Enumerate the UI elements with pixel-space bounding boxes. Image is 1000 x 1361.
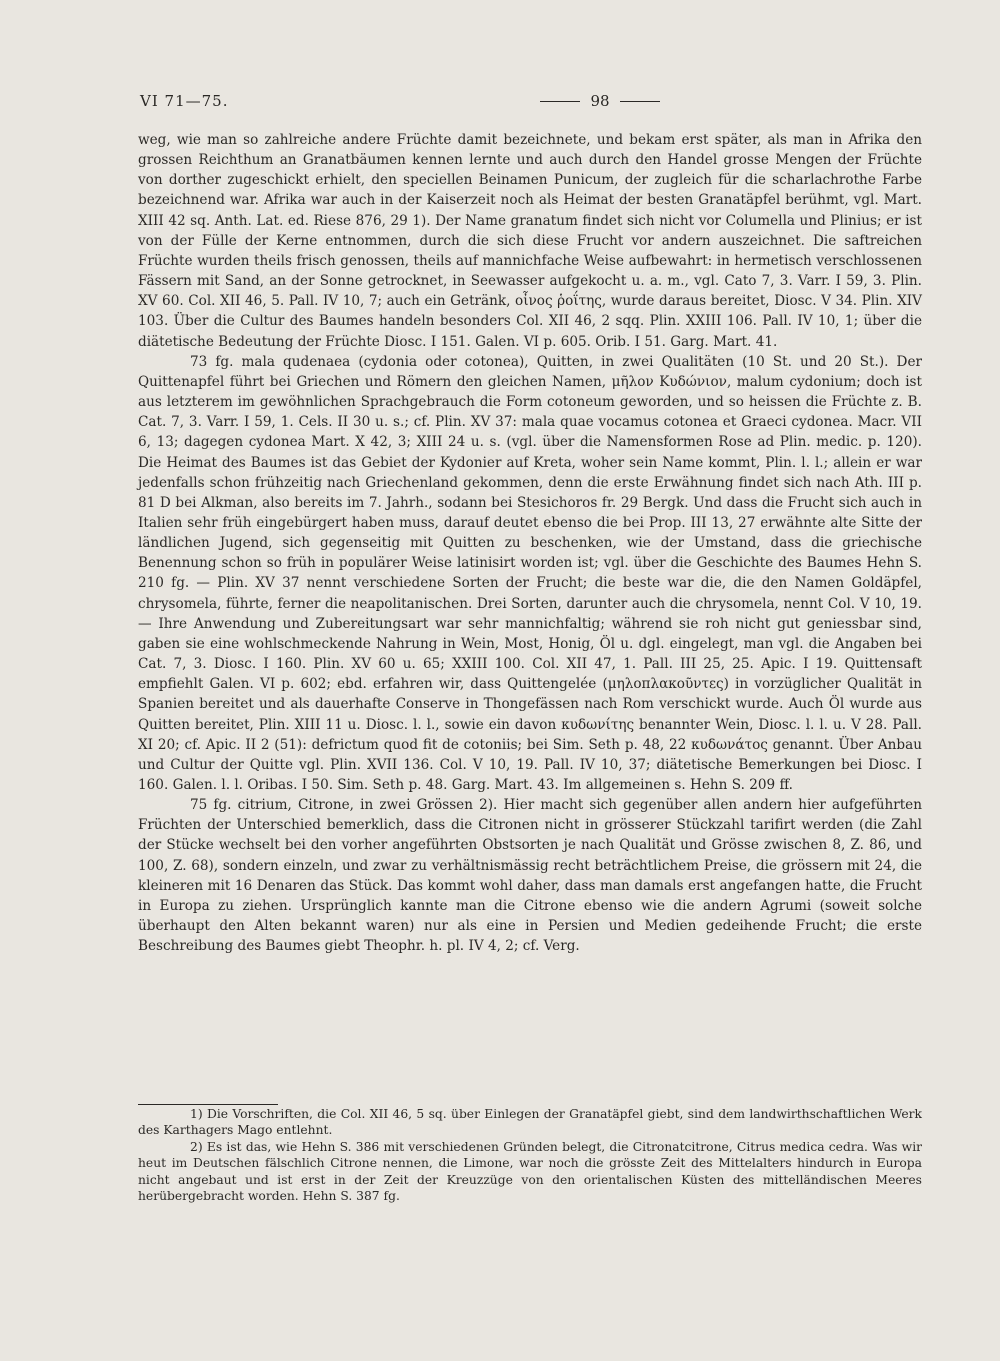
running-head: VI 71—75. [140,92,229,110]
page-number: 98 [590,92,610,110]
paragraph-quinces: 73 fg. mala qudenaea (cydonia oder cotonea), Quitten, in zwei Qualitäten (10 St. und 20 St.). Der Quittenapfel führt bei Griechen und Römern den gleichen Namen, μῆλον Κυδώνιον, malum cydonium; doch ist aus letzterem im gewöhnlichen Sprachgebrauch die Form cotoneum geworden, und so heissen die Früchte z. B. Cat. 7, 3. Varr. I 59, 1. Cels. II 30 u. s.; cf. Plin. XV 37: mala quae vocamus cotonea et Graeci cydonea. Macr. VII 6, 13; dagegen cydonea Mart. X 42, 3; XIII 24 u. s. (vgl. über die Namensformen Rose ad Plin. medic. p. 120). Die Heimat des Baumes ist das Gebiet der Kydonier auf Kreta, woher sein Name kommt, Plin. l. l.; allein er war jedenfalls schon frühzeitig nach Griechenland gekommen, denn die erste Erwähnung findet sich nach Ath. III p. 81 D bei Alkman, also bereits im 7. Jahrh., sodann bei Stesichoros fr. 29 Bergk. Und dass die Frucht sich auch in Italien sehr früh eingebürgert haben muss, darauf deutet ebenso die bei Prop. III 13, 27 erwähnte alte Sitte der ländlichen Jugend, sich gegenseitig mit Quitten zu beschenken, wie der Umstand, dass die griechische Benennung schon so früh in populärer Weise latinisirt worden ist; vgl. über die Geschichte des Baumes Hehn S. 210 fg. — Plin. XV 37 nennt verschiedene Sorten der Frucht; die beste war die, die den Namen Goldäpfel, chrysomela, führte, ferner die neapolitanischen. Drei Sorten, darunter auch die chrysomela, nennt Col. V 10, 19. — Ihre Anwendung und Zubereitungsart war sehr mannichfaltig; während sie roh nicht gut geniessbar sind, gaben sie eine wohlschmeckende Nahrung in Wein, Most, Honig, Öl u. dgl. eingelegt, man vgl. die Angaben bei Cat. 7, 3. Diosc. I 160. Plin. XV 60 u. 65; XXIII 100. Col. XII 47, 1. Pall. III 25, 25. Apic. I 19. Quittensaft empfiehlt Galen. VI p. 602; ebd. erfahren wir, dass Quittengelée (μηλοπλακοῦντες) in vorzüglicher Qualität in Spanien bereitet und als dauerhafte Conserve in Thongefässen nach Rom verschickt wurde. Auch Öl wurde aus Quitten bereitet, Plin. XIII 11 u. Diosc. l. l., sowie ein davon κυδωνίτης benannter Wein, Diosc. l. l. u. V 28. Pall. XI 20; cf. Apic. II 2 (51): defrictum quod fit de cotoniis; bei Sim. Seth p. 48, 22 κυδωνάτος genannt. Über Anbau und Cultur der Quitte vgl. Plin. XVII 136. Col. V 10, 19. Pall. IV 10, 37; diätetische Bemerkungen bei Diosc. I 160. Galen. l. l. Oribas. I 50. Sim. Seth p. 48. Garg. Mart. 43. Im allgemeinen s. Hehn S. 209 ff. [138,353,922,793]
paragraph-pomegranate: weg, wie man so zahlreiche andere Früchte damit bezeichnete, und bekam erst später, als man in Afrika den grossen Reichthum an Granatbäumen kennen lernte und auch durch den Handel grosse Mengen der Früchte von dorther zugeschickt erhielt, den speciellen Beinamen Punicum, der zugleich für die scharlachrothe Farbe bezeichnend war. Afrika war auch in der Kaiserzeit noch als Heimat der besten Granatäpfel berühmt, vgl. Mart. XIII 42 sq. Anth. Lat. ed. Riese 876, 29 1). Der Name granatum findet sich nicht vor Columella und Plinius; er ist von der Fülle der Kerne entnommen, durch die sich diese Frucht vor andern auszeichnet. Die saftreichen Früchte wurden theils frisch genossen, theils auf mannichfache Weise aufbewahrt: in hermetisch verschlossenen Fässern mit Sand, an der Sonne getrocknet, in Seewasser aufgekocht u. a. m., vgl. Cato 7, 3. Varr. I 59, 3. Plin. XV 60. Col. XII 46, 5. Pall. IV 10, 7; auch ein Getränk, οἶνος ῥοΐτης, wurde daraus bereitet, Diosc. V 34. Plin. XIV 103. Über die Cultur des Baumes handeln besonders Col. XII 46, 2 sqq. Plin. XXIII 106. Pall. IV 10, 1; über die diätetische Bedeutung der Früchte Diosc. I 151. Galen. VI p. 605. Orib. I 51. Garg. Mart. 41. [138,132,922,350]
page-header [140,92,920,116]
paragraph-citron: 75 fg. citrium, Citrone, in zwei Grössen 2). Hier macht sich gegenüber allen andern hier aufgeführten Früchten der Unterschied bemerklich, dass die Citronen nicht in grösserer Stückzahl tarifirt werden (die Zahl der Stücke wechselt bei den vorher angeführten Obstsorten je nach Qualität und Grösse zwischen 8, Z. 86, und 100, Z. 68), sondern einzeln, und zwar zu verhältnismässig recht beträchtlichem Preise, die grössern mit 24, die kleineren mit 16 Denaren das Stück. Das kommt wohl daher, dass man damals erst angefangen hatte, die Frucht in Europa zu ziehen. Ursprünglich kannte man die Citrone ebenso wie die andern Agrumi (soweit solche überhaupt den Alten bekannt waren) nur als eine in Persien und Medien gedeihende Frucht; die erste Beschreibung des Baumes giebt Theophr. h. pl. IV 4, 2; cf. Verg. [138,797,922,955]
footnote-1: 1) Die Vorschriften, die Col. XII 46, 5 sq. über Einlegen der Granatäpfel giebt, sind dem landwirthschaftlichen Werk des Karthagers Mago entlehnt. [138,1107,922,1138]
header-rule-right [620,101,660,102]
footnote-divider [138,1104,278,1105]
footnotes [138,1106,922,1204]
body-text [138,130,922,956]
page-number-block [470,92,730,110]
footnote-2: 2) Es ist das, wie Hehn S. 386 mit verschiedenen Gründen belegt, die Citronatcitrone, Citrus medica cedra. Was wir heut im Deutschen fälschlich Citrone nennen, die Limone, war noch die grösste Zeit des Mittelalters hindurch in Europa nicht angebaut und ist erst in der Zeit der Kreuzzüge von den orientalischen Küsten des mittelländischen Meeres herübergebracht worden. Hehn S. 387 fg. [138,1139,922,1204]
header-rule-left [540,101,580,102]
